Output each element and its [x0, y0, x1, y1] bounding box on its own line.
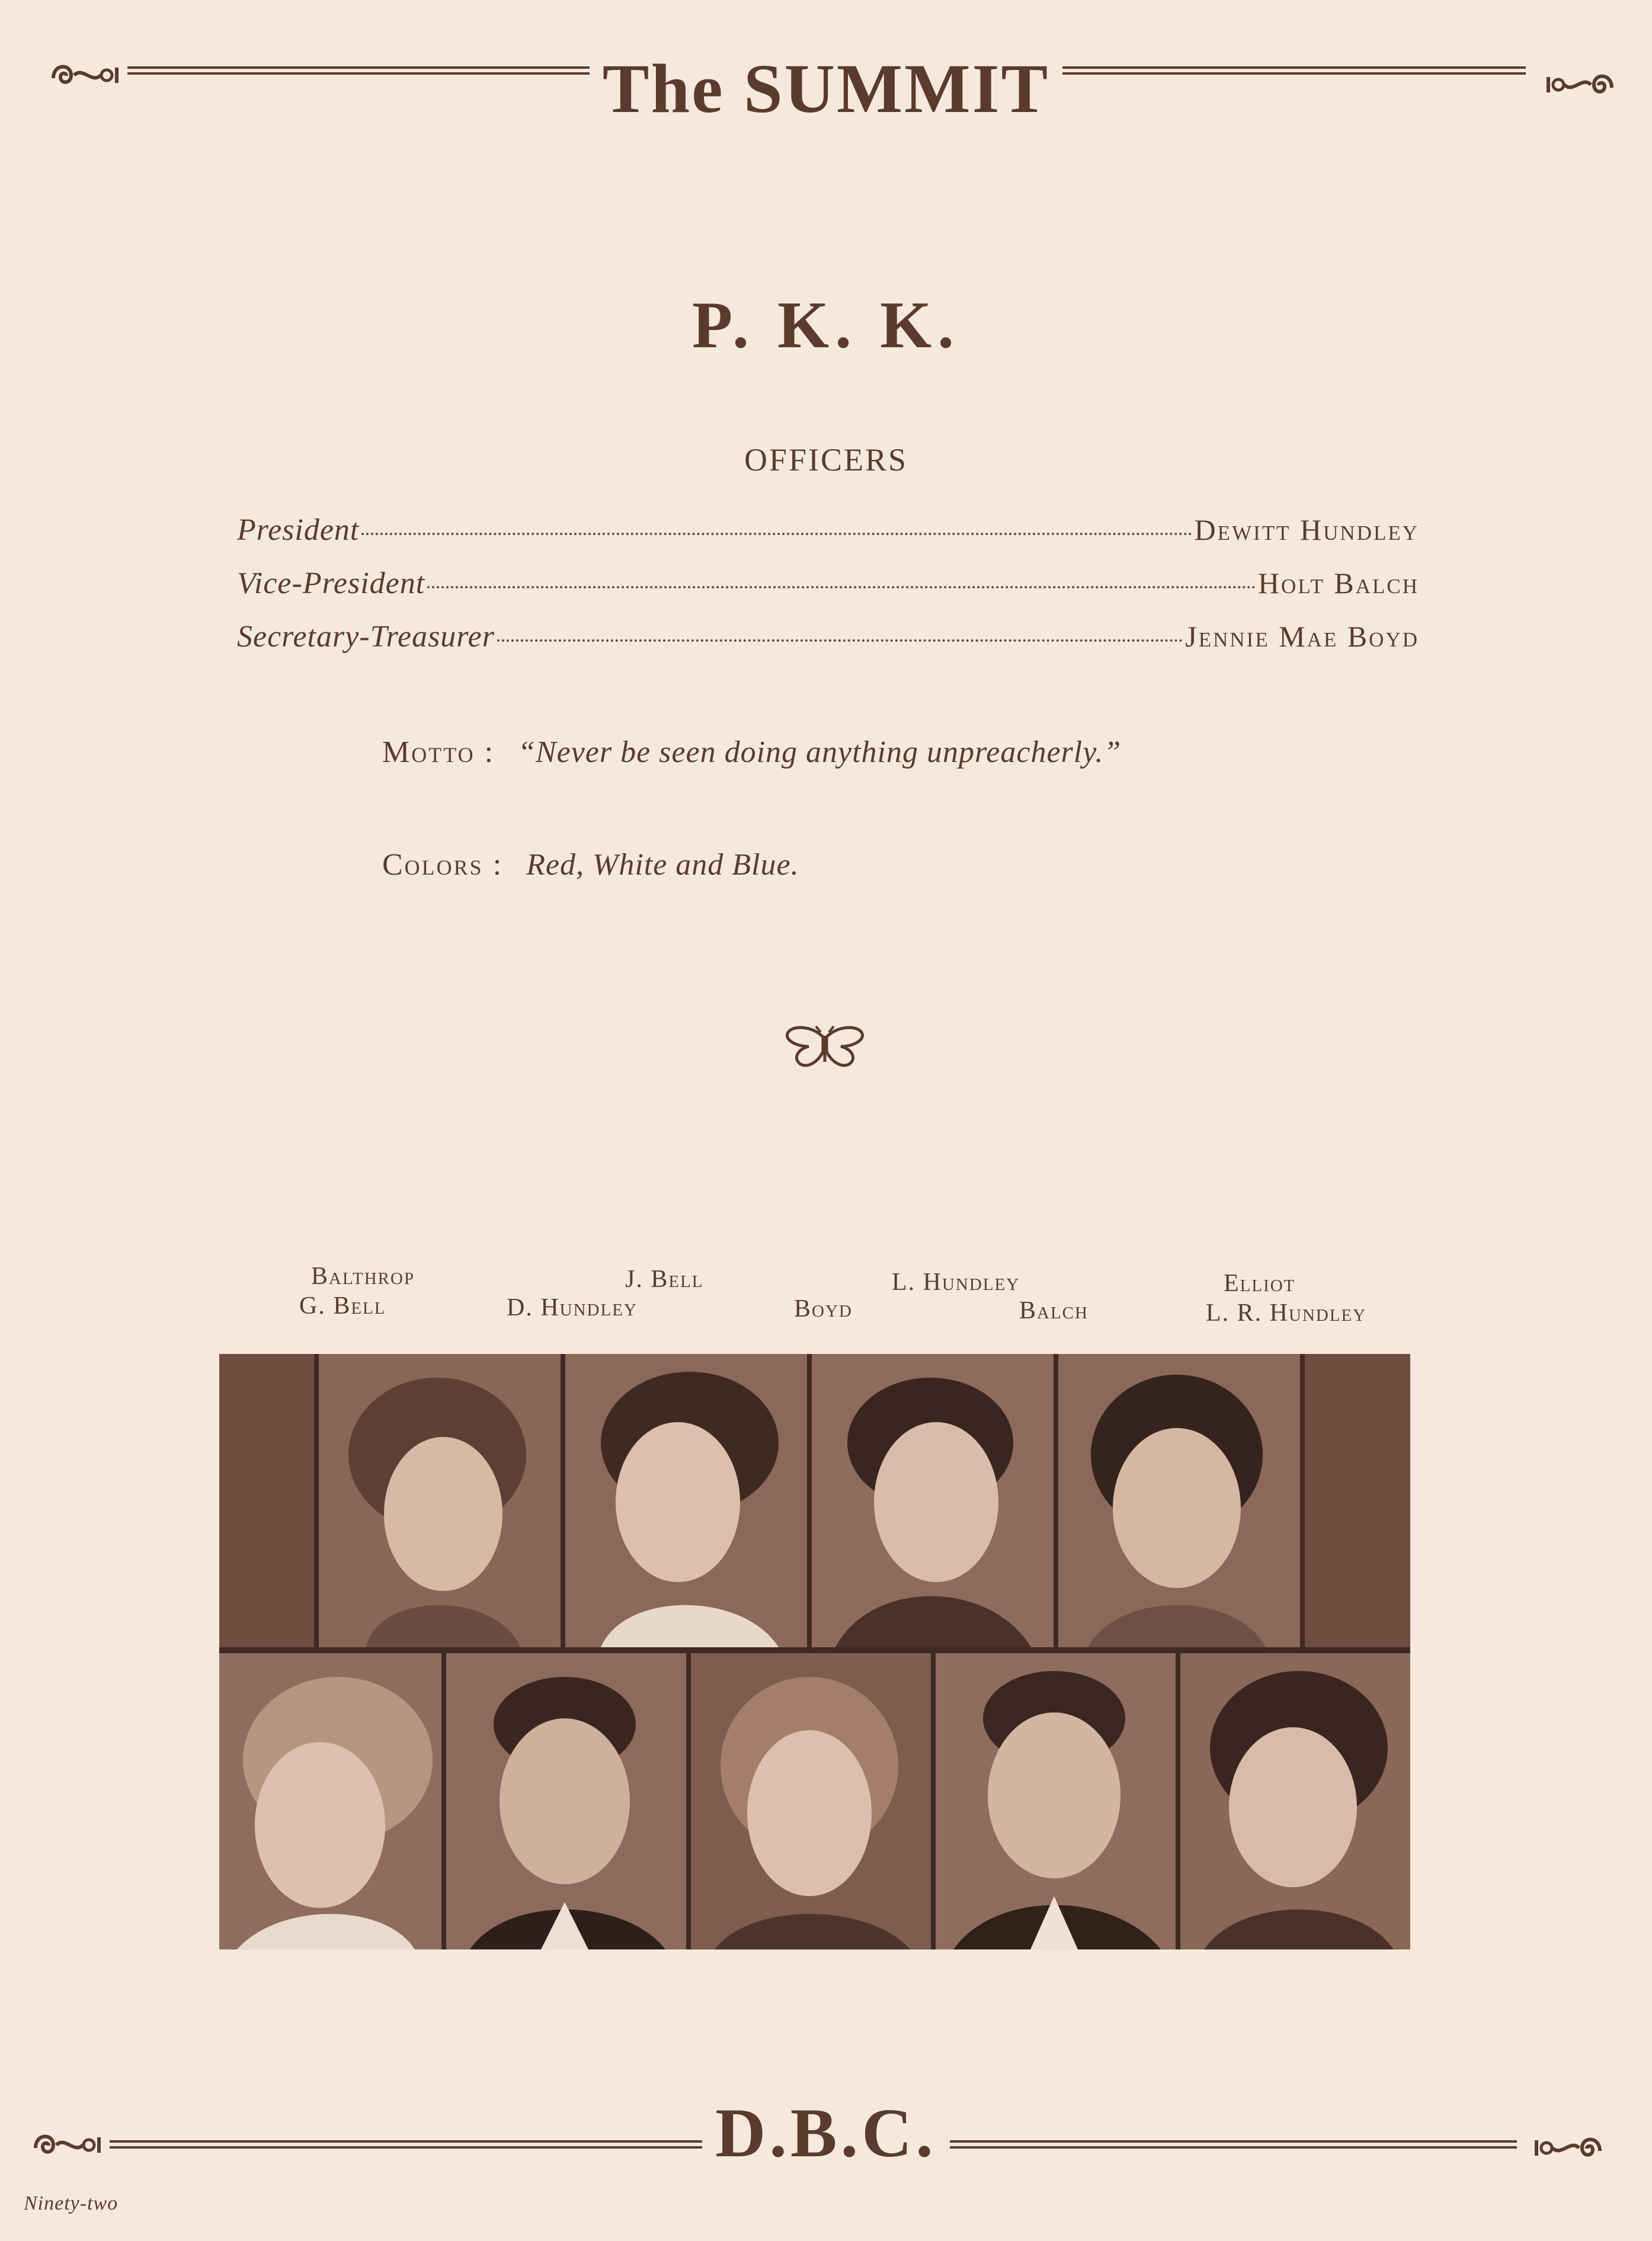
header-title: The SUMMIT: [0, 41, 1652, 136]
officer-name: Dewitt Hundley: [1194, 513, 1419, 546]
officer-role: Secretary-Treasurer: [237, 620, 495, 654]
photo-label: L. R. Hundley: [1206, 1299, 1367, 1327]
photo-label: L. Hundley: [892, 1269, 1020, 1296]
motto-line: [382, 735, 1121, 770]
officer-name: Jennie Mae Boyd: [1185, 620, 1419, 653]
officers-heading: OFFICERS: [744, 442, 908, 478]
officer-name: Holt Balch: [1257, 566, 1419, 600]
portrait-photo: [1180, 1653, 1410, 1949]
photo-label: Boyd: [794, 1295, 853, 1323]
photo-label: D. Hundley: [507, 1294, 638, 1321]
page-number: Ninety-two: [24, 2192, 119, 2214]
motto-text: “Never be seen doing anything unpreacherly.”: [518, 735, 1122, 769]
photo-label: Balch: [1019, 1297, 1088, 1324]
portrait-photo: [319, 1354, 561, 1647]
footer-title: D.B.C.: [0, 2086, 1652, 2181]
photo-label: G. Bell: [299, 1292, 386, 1320]
portrait-photo: [691, 1653, 931, 1949]
colors-text: Red, White and Blue.: [526, 848, 799, 882]
colors-line: [382, 847, 799, 882]
portrait-photo: [446, 1653, 686, 1949]
officer-role: Vice-President: [237, 566, 425, 600]
officer-row-vice-president: [237, 566, 1419, 607]
portrait-photo: [812, 1354, 1054, 1647]
photo-label: J. Bell: [625, 1266, 704, 1293]
photo-filler: [1305, 1354, 1410, 1647]
officer-row-secretary-treasurer: [237, 619, 1419, 661]
photo-label: Balthrop: [311, 1263, 415, 1290]
club-title: P. K. K.: [691, 289, 961, 362]
portrait-photo: [936, 1653, 1176, 1949]
photo-filler: [219, 1354, 314, 1647]
portrait-grid: [219, 1354, 1410, 1949]
portrait-photo: [219, 1653, 441, 1949]
dot-leader: [361, 533, 1192, 535]
colors-label: Colors :: [382, 848, 504, 882]
photo-label: Elliot: [1224, 1270, 1296, 1297]
portrait-photo: [565, 1354, 807, 1647]
officer-row-president: [237, 513, 1419, 554]
officer-role: President: [237, 513, 360, 547]
butterfly-icon: [785, 1025, 865, 1070]
motto-label: Motto :: [382, 735, 495, 769]
dot-leader: [427, 586, 1256, 588]
dot-leader: [497, 639, 1183, 642]
portrait-photo: [1058, 1354, 1300, 1647]
